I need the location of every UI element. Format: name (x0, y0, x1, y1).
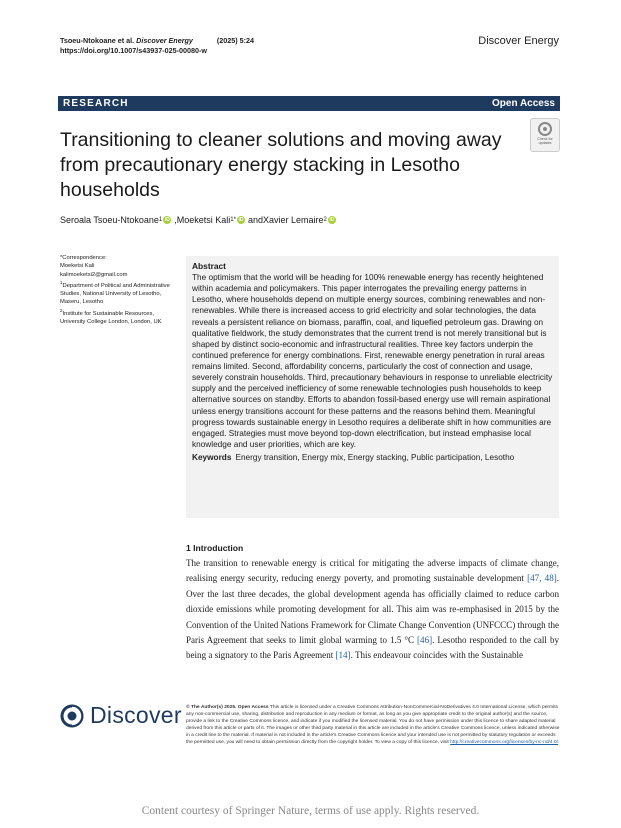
author-name[interactable]: Moeketsi Kali (176, 215, 231, 225)
check-for-updates-badge[interactable] (530, 118, 560, 152)
journal-name: Discover Energy (478, 35, 559, 47)
keywords (192, 452, 553, 463)
correspondence-name: Moeketsi Kali (60, 263, 95, 270)
citation-authors: Tsoeu-Ntokoane et al. (60, 36, 135, 45)
license-end: . (558, 740, 560, 746)
affiliation-text: Institute for Sustainable Resources, University College London, London, UK (60, 310, 162, 325)
check-for-updates-text: Check for updates (537, 137, 553, 145)
citation-line (60, 36, 254, 46)
publisher-name: Discover (90, 702, 182, 728)
orcid-icon[interactable]: iD (164, 217, 170, 223)
article-type-label: RESEARCH (63, 98, 129, 109)
citation-journal: Discover Energy (136, 36, 193, 45)
check-for-updates-icon (538, 122, 552, 136)
intro-text: . Over the last three decades, the global development agenda has officially claimed to reduce carbon dioxide emissions while promoting development for all. This aim was re-emphasised in 2015 by the Convention of the United Nations Framework for Climate Change Convention (UNFCCC) through the Paris Agreement that seeks to limit global warming to 1.5 °C (186, 573, 559, 646)
intro-text: . Lesotho responded to the call by being a signatory to the Paris Agreement (186, 635, 559, 661)
license-body: This article is licensed under a Creative Commons Attribution-NonCommercial-NoDerivatives 4.0 International License, which permits any non-commercial use, sharing, distribution and reproduction in any medium or format, as long as you give appropriate credit to the original author(s) and the source, provide a link to the Creative Commons licence, and indicate if you modified the licensed material. You do not have permission under this licence to share adapted material derived from this article or parts of it. The images or other third party material in this article are included in the article's Creative Commons licence, unless indicated otherwise in a credit line to the material. If material is not included in the article's Creative Commons licence and your intended use is not permitted by statutory regulation or exceeds the permitted use, you will need to obtain permission directly from the copyright holder. To view a copy of this licence, visit (186, 705, 560, 746)
keywords-label: Keywords (192, 453, 232, 462)
discover-logo-icon (60, 704, 84, 728)
citation-link[interactable]: [47, 48] (527, 573, 557, 584)
author-affiliation-sup: 1* (230, 217, 236, 223)
author-name[interactable]: Xavier Lemaire (263, 215, 324, 225)
article-type-band (58, 96, 560, 111)
section-heading: 1 Introduction (186, 543, 244, 553)
license-bold: © The Author(s) 2025. Open Access (186, 705, 269, 710)
orcid-icon[interactable]: iD (238, 217, 244, 223)
keywords-text: Energy transition, Energy mix, Energy stacking, Public participation, Lesotho (235, 453, 515, 462)
intro-text: The transition to renewable energy is critical for mitigating the adverse impacts of climate change, realising energy security, reducing energy poverty, and promoting sustainable development (186, 558, 559, 584)
introduction-paragraph (186, 556, 559, 664)
affiliation-1 (60, 279, 180, 307)
orcid-icon[interactable]: iD (329, 217, 335, 223)
affiliation-sup: 1 (60, 279, 63, 285)
doi-link[interactable]: https://doi.org/10.1007/s43937-025-00080-w (60, 46, 208, 55)
citation-volume: (2025) 5:24 (216, 36, 255, 45)
publisher-logo (60, 702, 182, 729)
courtesy-footer: Content courtesy of Springer Nature, terms of use apply. Rights reserved. (0, 800, 621, 828)
intro-text: . This endeavour coincides with the Sustainable (350, 650, 524, 661)
citation-link[interactable]: [14] (335, 650, 351, 661)
affiliation-sup: 2 (60, 307, 63, 313)
author-affiliation-sup: 1 (158, 217, 163, 223)
article-title: Transitioning to cleaner solutions and moving away from precautionary energy stacking in Lesotho households (60, 129, 502, 201)
abstract-box (186, 256, 559, 518)
author-separator: and (247, 215, 263, 225)
affiliation-2 (60, 307, 180, 327)
license-link[interactable]: http://creativecommons.org/licenses/by-nc-nd/4.0/ (450, 740, 559, 746)
author-separator: , (174, 215, 177, 225)
license-text (186, 704, 560, 747)
abstract-text: The optimism that the world will be heading for 100% renewable energy has recently heightened within academia and policymakers. This paper interrogates the prevailing energy patterns in Lesotho, where households depend on multiple energy sources, combining renewables and non-renewables. While there is increased access to grid electricity and solar technologies, the data reveals a persistent reliance on biomass, paraffin, coal, and liquefied petroleum gas. Drawing on qualitative fieldwork, the study demonstrates that the current trend is not merely transitional but is shaped by distinct socio-economic and infrastructural realities. Three key factors underpin the continued preference for energy combinations. First, renewable energy penetration in rural areas remains limited. Second, affordability concerns, particularly the cost of connection and usage, severely constrain households. Third, precautionary behaviours in response to unreliable electricity supply and the perceived inefficiency of some renewable technologies push households to keep alternative sources on standby. Efforts to abandon fossil-based energy use will remain aspirational unless energy transitions account for these patterns and the reasons behind them. Meaningful progress towards sustainable energy in Lesotho requires a deliberate shift in how communities are engaged. Strategies must move beyond top-down electrification, but instead emphasise local knowledge and user priorities, which are key. (192, 273, 553, 449)
author-name[interactable]: Seroala Tsoeu-Ntokoane (60, 215, 159, 225)
correspondence-sidebar (60, 254, 180, 326)
correspondence-email[interactable]: kalimoeketsi2@gmail.com (60, 271, 128, 278)
author-affiliation-sup: 2 (323, 217, 327, 223)
citation-link[interactable]: [46] (417, 635, 433, 646)
affiliation-text: Department of Political and Administrative Studies, National University of Lesotho, Maseru, Lesotho (60, 282, 170, 306)
author-list (60, 215, 339, 225)
correspondence-label: *Correspondence: (60, 255, 107, 261)
citation-header (60, 36, 254, 56)
abstract-heading: Abstract (192, 261, 226, 271)
open-access-label: Open Access (492, 98, 555, 109)
